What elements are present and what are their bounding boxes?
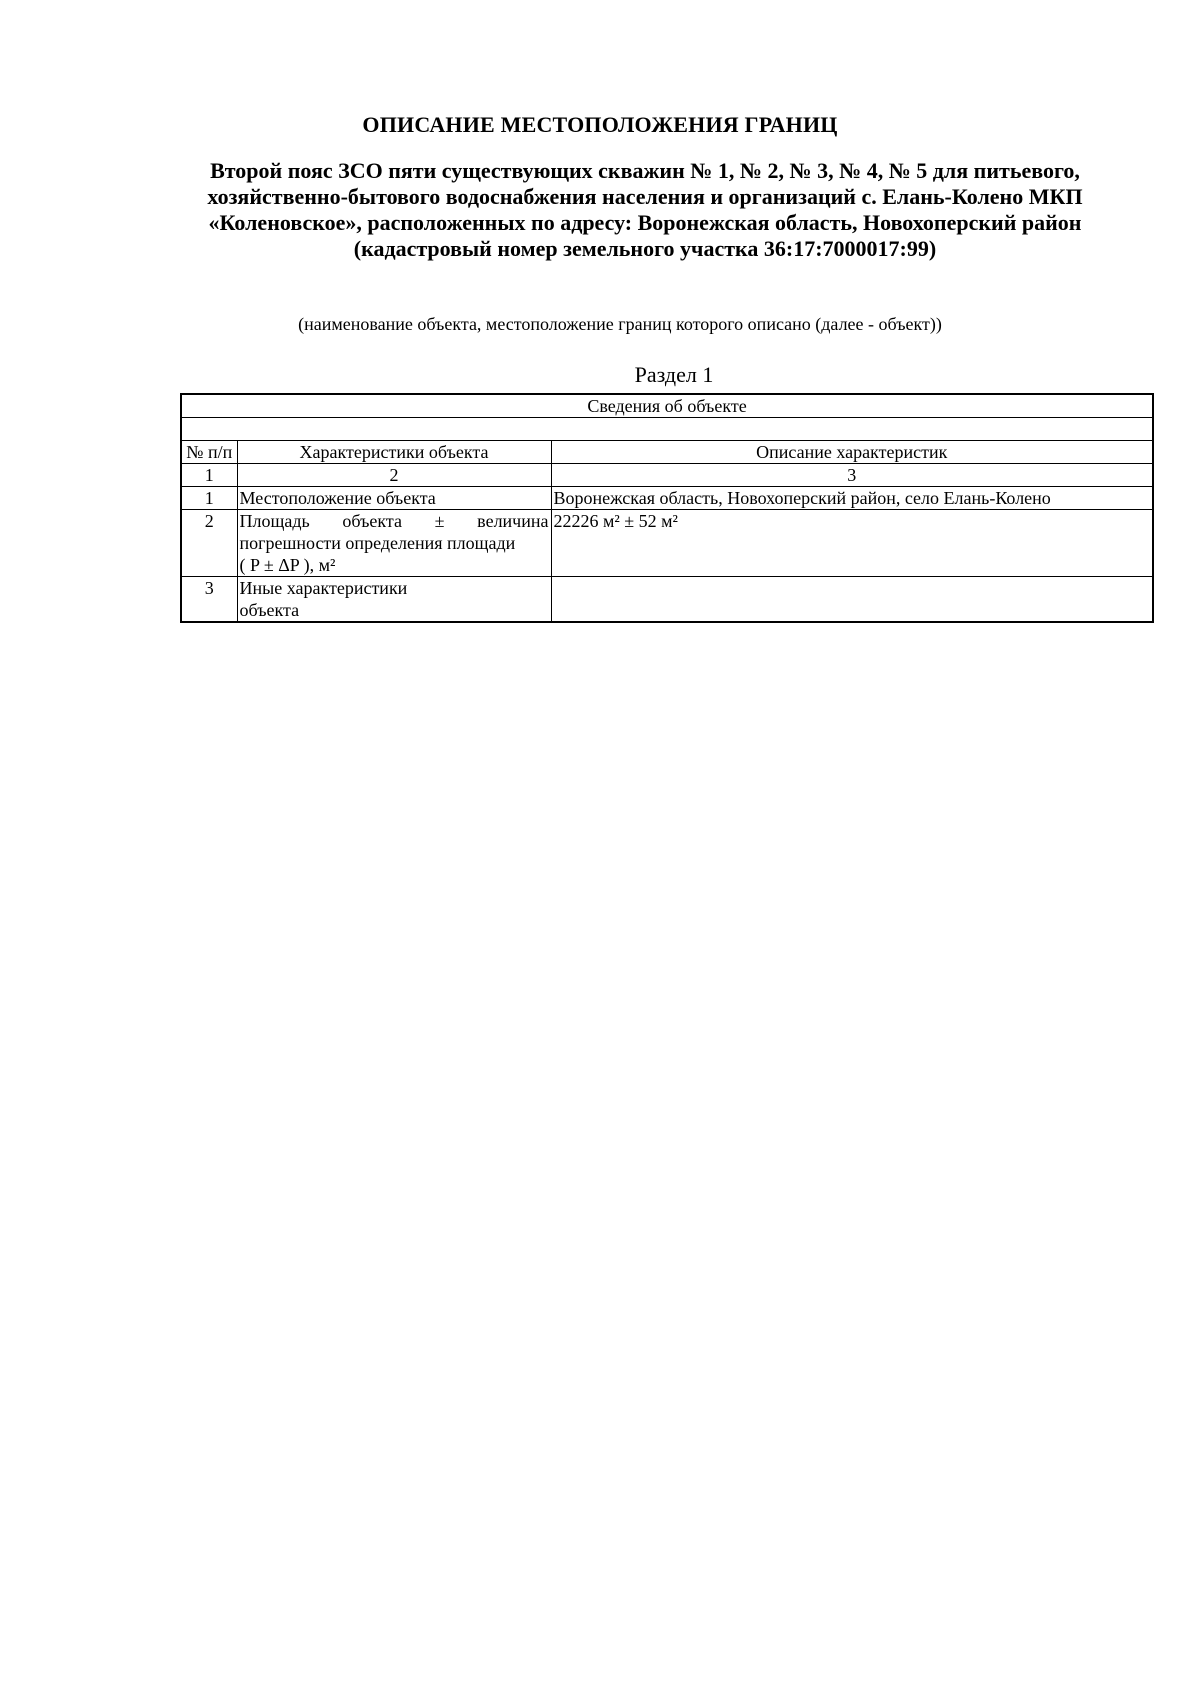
- table-column-numbers-row: [181, 464, 1153, 487]
- header-description: Описание характеристик: [551, 441, 1153, 464]
- table-row: [181, 487, 1153, 510]
- row-characteristic: [237, 510, 551, 577]
- row-characteristic: [237, 577, 551, 623]
- object-name-line: (кадастровый номер земельного участка 36:17:7000017:99): [353, 236, 937, 261]
- characteristic-line: ( P ± ΔP ), м²: [239, 555, 336, 575]
- table-blank-row: [181, 418, 1153, 441]
- header-characteristics: Характеристики объекта: [237, 441, 551, 464]
- table-row: [181, 510, 1153, 577]
- row-characteristic: Местоположение объекта: [237, 487, 551, 510]
- table-row: [181, 577, 1153, 623]
- object-name: [175, 158, 1115, 262]
- characteristic-line: Иные характеристики: [239, 578, 408, 598]
- table-title: Сведения об объекте: [181, 394, 1153, 418]
- characteristic-line: Площадь объекта ± величина: [239, 511, 549, 531]
- object-info-table: [180, 393, 1154, 623]
- row-description: Воронежская область, Новохоперский район, село Елань-Колено: [551, 487, 1153, 510]
- object-name-line: «Коленовское», расположенных по адресу: Воронежская область, Новохоперский район: [208, 210, 1082, 235]
- column-number: 2: [237, 464, 551, 487]
- document-title: ОПИСАНИЕ МЕСТОПОЛОЖЕНИЯ ГРАНИЦ: [362, 112, 838, 137]
- row-description: [551, 510, 1153, 577]
- object-caption: (наименование объекта, местоположение границ которого описано (далее - объект)): [298, 314, 942, 334]
- header-num: № п/п: [181, 441, 237, 464]
- table-header-row: [181, 441, 1153, 464]
- characteristic-line: погрешности определения площади: [239, 533, 516, 553]
- row-number: 3: [181, 577, 237, 623]
- object-name-line: хозяйственно-бытового водоснабжения населения и организаций с. Елань-Колено МКП: [207, 184, 1083, 209]
- characteristic-line: объекта: [239, 600, 300, 620]
- column-number: 1: [181, 464, 237, 487]
- column-number: 3: [551, 464, 1153, 487]
- section-title: Раздел 1: [634, 362, 714, 387]
- table-blank-cell: [181, 418, 1153, 441]
- area-value: 22226 м² ± 52 м²: [553, 511, 678, 531]
- row-number: 1: [181, 487, 237, 510]
- row-number: 2: [181, 510, 237, 577]
- object-name-line: Второй пояс ЗСО пяти существующих скважин № 1, № 2, № 3, № 4, № 5 для питьевого,: [210, 158, 1080, 183]
- table-title-row: [181, 394, 1153, 418]
- row-description: [551, 577, 1153, 623]
